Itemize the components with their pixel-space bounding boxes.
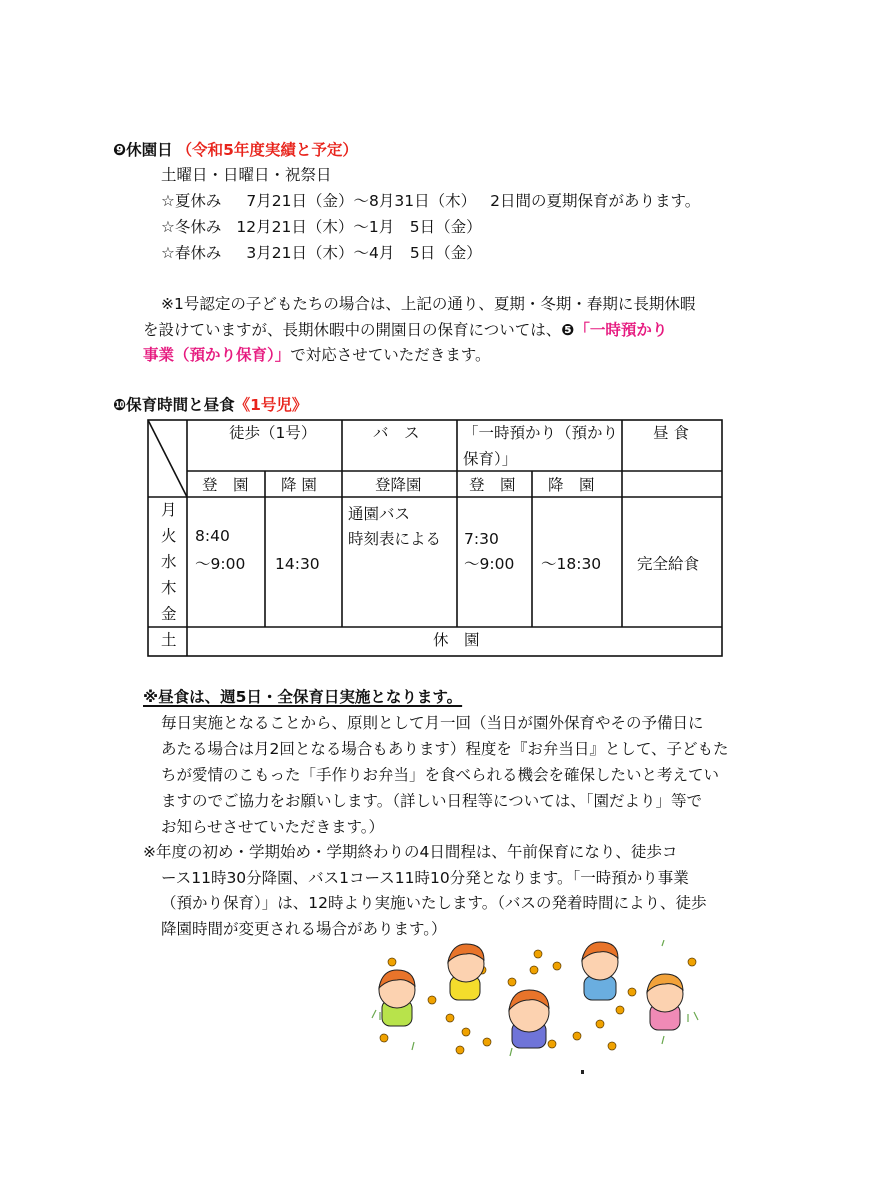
lunch-note-heading: ※昼食は、週5日・全保育日実施となります。 (143, 688, 463, 706)
speck (581, 1070, 584, 1074)
subheader-temp-in: 登 園 (469, 476, 516, 494)
weekday-thu: 木 (161, 579, 177, 597)
holiday-name: 春休み (174, 244, 222, 262)
section10-heading (113, 398, 307, 414)
star-icon: ☆ (161, 218, 175, 236)
lunch-note-line: あたる場合は月2回となる場合もあります）程度を『お弁当日』として、子どもた (161, 740, 729, 758)
holiday-period: 3月21日（木）～4月 5日（金） (246, 244, 482, 262)
subheader-walk-in: 登 園 (202, 476, 249, 494)
note-text: を設けていますが、長期休暇中の開園日の保育については、 (143, 321, 562, 339)
subheader-bus: 登降園 (375, 476, 422, 494)
section9-heading (113, 143, 358, 159)
walk-in-time: 8:40 (195, 527, 230, 545)
header-temp-line1: 「一時預かり（預かり (463, 424, 619, 442)
temp-care-link: 「一時預かり (574, 321, 668, 339)
header-walk: 徒歩（1号） (229, 424, 317, 442)
term-note-line: ース11時30分降園、バス1コース11時10分発となります。「一時預かり事業 (161, 869, 689, 887)
header-bus: バ ス (373, 424, 420, 442)
closed-days: 土曜日・日曜日・祝祭日 (161, 166, 332, 184)
weekday-fri: 金 (161, 605, 177, 623)
holiday-period: 12月21日（木）～1月 5日（金） (236, 218, 482, 236)
header-lunch: 昼 食 (653, 424, 689, 442)
lunch-note-line: お知らせさせていただきます。） (161, 818, 385, 836)
holiday-period: 7月21日（金）～8月31日（木） (246, 192, 477, 210)
note-text: で対応させていただきます。 (290, 346, 491, 364)
section9-marker: ❾ (113, 141, 127, 159)
term-note-line: ※年度の初め・学期始め・学期終わりの4日間程は、午前保育になり、徒歩コ (143, 843, 678, 861)
holiday-winter (161, 220, 482, 236)
holiday-note-line1: ※1号認定の子どもたちの場合は、上記の通り、夏期・冬期・春期に長期休暇 (161, 295, 696, 313)
subheader-temp-out: 降 園 (548, 476, 595, 494)
lunch-note-line: 毎日実施となることから、原則として月一回（当日が園外保育やその予備日に (161, 714, 704, 732)
note-marker: ❺ (561, 321, 575, 339)
holiday-spring (161, 246, 482, 262)
lunch-note-line: ちが愛情のこもった「手作りお弁当」を食べられる機会を確保したいと考えてい (161, 766, 720, 784)
holiday-note-line2 (143, 323, 667, 339)
bus-note-line1: 通園バス (348, 505, 411, 523)
weekday-mon: 月 (161, 501, 177, 519)
holiday-note-line3 (143, 348, 491, 364)
holiday-note: 2日間の夏期保育があります。 (490, 192, 701, 210)
header-temp-line2: 保育）」 (463, 450, 518, 468)
saturday-closed: 休 園 (433, 631, 480, 649)
section9-title: 休園日 (126, 141, 173, 159)
holiday-name: 冬休み (174, 218, 222, 236)
temp-care-link-cont: 事業（預かり保育）」 (143, 346, 291, 364)
walk-in-time-range: ～9:00 (195, 555, 246, 573)
lunch-note-line: ますのでご協力をお願いします。（詳しい日程等については、「園だより」等で (161, 792, 702, 810)
temp-in-time-range: ～9:00 (464, 555, 515, 573)
section10-subtitle: 《1号児》 (234, 396, 308, 414)
lunch-value: 完全給食 (637, 555, 700, 573)
walk-out-time: 14:30 (275, 555, 320, 573)
weekday-tue: 火 (161, 527, 177, 545)
subheader-walk-out: 降 園 (281, 476, 317, 494)
holiday-name: 夏休み (174, 192, 222, 210)
weekday-sat: 土 (161, 631, 177, 649)
schedule-table (147, 419, 723, 657)
term-note-line: （預かり保育）」は、12時より実施いたします。（バスの発着時間により、徒歩 (161, 894, 707, 912)
weekday-wed: 水 (161, 553, 177, 571)
children-circle-illustration (362, 940, 708, 1060)
holiday-summer (161, 194, 700, 210)
section10-marker: ❿ (113, 396, 127, 414)
temp-out-time: ～18:30 (541, 555, 602, 573)
bus-note-line2: 時刻表による (348, 530, 442, 548)
section9-subtitle: （令和5年度実績と予定） (176, 141, 358, 159)
section10-title: 保育時間と昼食 (126, 396, 235, 414)
star-icon: ☆ (161, 244, 175, 262)
temp-in-time: 7:30 (464, 530, 499, 548)
term-note-line: 降園時間が変更される場合があります。） (161, 920, 447, 938)
star-icon: ☆ (161, 192, 175, 210)
children-illustration-icon (362, 940, 708, 1060)
